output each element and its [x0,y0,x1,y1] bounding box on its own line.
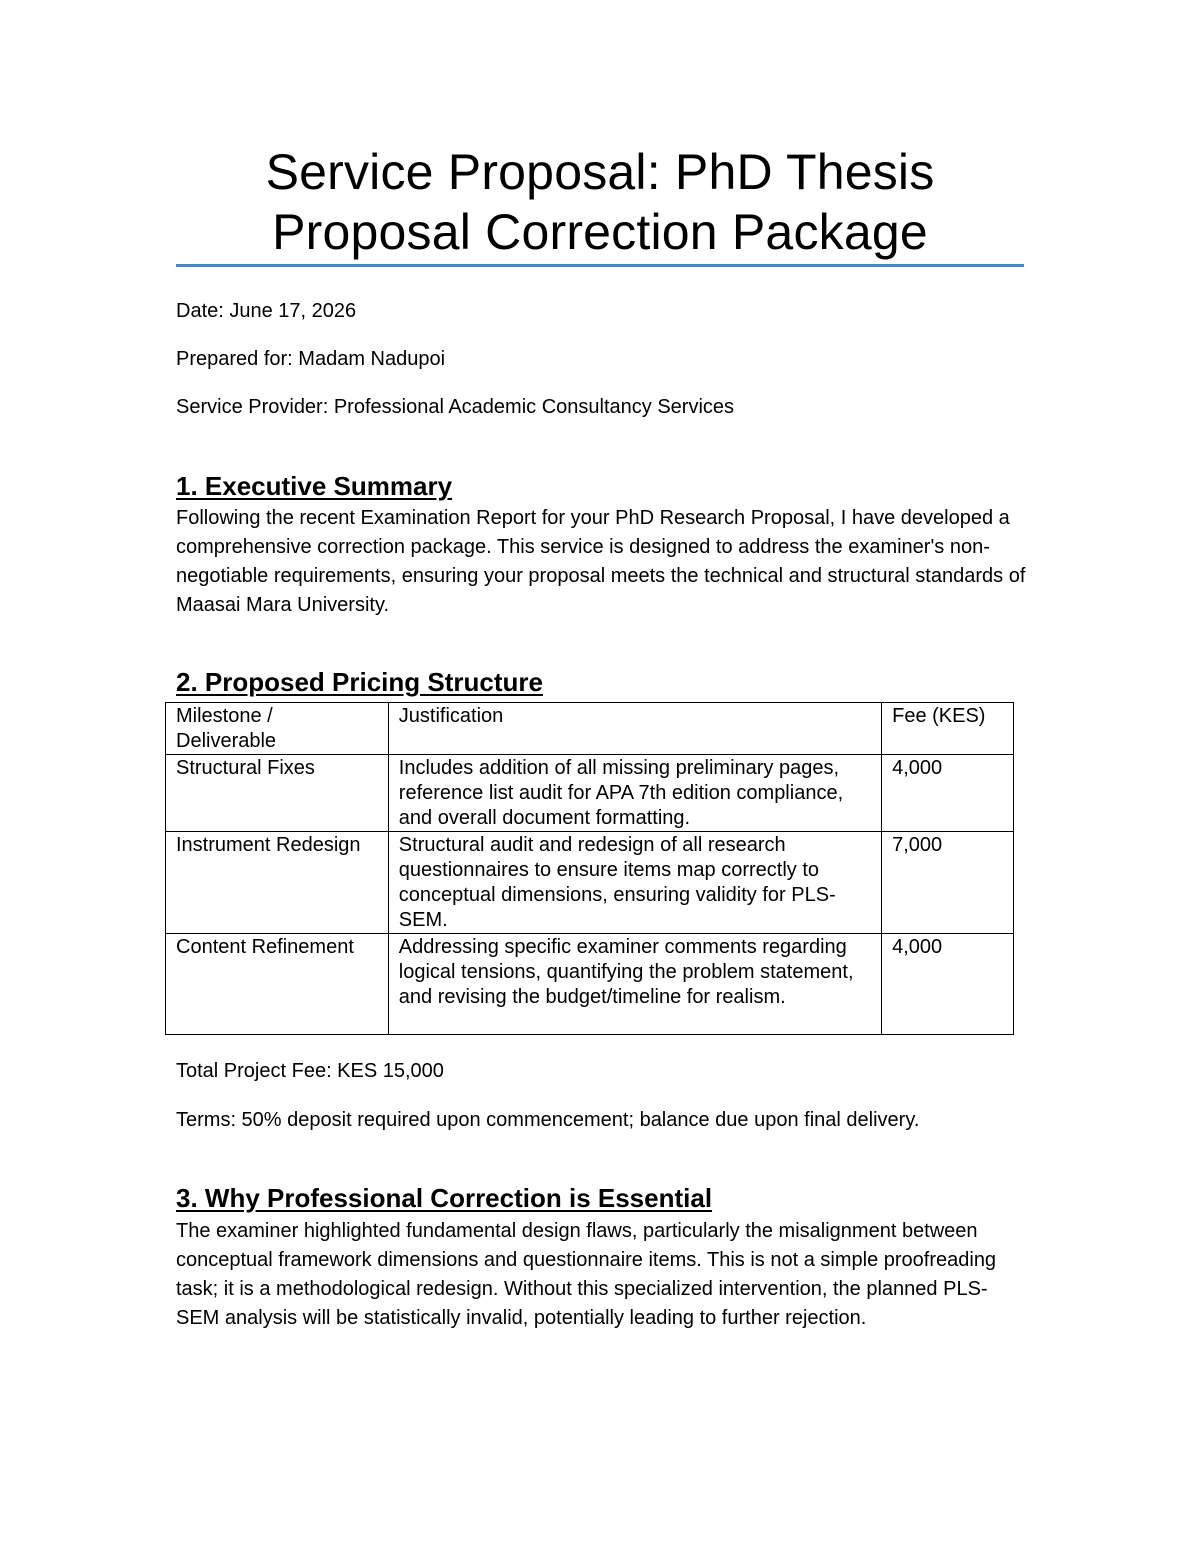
why-professional-heading: 3. Why Professional Correction is Essential [176,1183,713,1213]
fee-cell: 4,000 [882,934,1014,1035]
title-divider [176,264,1024,267]
table-row [166,832,1014,934]
pricing-table [165,702,1014,1035]
justification-cell: Includes addition of all missing preliminary pages, reference list audit for APA 7th edition compliance, and overall document formatting. [388,755,881,832]
pricing-table-header-row [166,703,1014,755]
date-line: Date: June 17, 2026 [176,300,357,322]
milestone-cell: Instrument Redesign [166,832,389,934]
column-header-milestone: Milestone / Deliverable [166,703,389,755]
document-title [176,142,1024,262]
service-provider-line: Service Provider: Professional Academic Consultancy Services [176,396,735,418]
table-row [166,934,1014,1035]
total-fee-line: Total Project Fee: KES 15,000 [176,1060,444,1082]
payment-terms-line: Terms: 50% deposit required upon commencement; balance due upon final delivery. [176,1109,920,1131]
executive-summary-heading: 1. Executive Summary [176,471,453,501]
prepared-for-line: Prepared for: Madam Nadupoi [176,348,446,370]
column-header-justification: Justification [388,703,881,755]
document-title-line-2: Proposal Correction Package [272,204,928,260]
fee-cell: 7,000 [882,832,1014,934]
pricing-heading: 2. Proposed Pricing Structure [176,667,543,697]
why-professional-body: The examiner highlighted fundamental design flaws, particularly the misalignment between conceptual framework dimensions and questionnaire items. This is not a simple proofreading task; it is a methodological redesign. Without this specialized intervention, the planned PLS-SEM analysis will be statistically invalid, potentially leading to further rejection. [176,1220,997,1329]
column-header-fee: Fee (KES) [882,703,1014,755]
fee-cell: 4,000 [882,755,1014,832]
document-title-line-1: Service Proposal: PhD Thesis [265,144,935,200]
justification-cell: Structural audit and redesign of all research questionnaires to ensure items map correctly to conceptual dimensions, ensuring validity for PLS-SEM. [388,832,881,934]
milestone-cell: Content Refinement [166,934,389,1035]
table-row [166,755,1014,832]
milestone-cell: Structural Fixes [166,755,389,832]
executive-summary-body: Following the recent Examination Report for your PhD Research Proposal, I have developed a comprehensive correction package. This service is designed to address the examiner's non-negotiable requirements, ensuring your proposal meets the technical and structural standards of Maasai Mara University. [176,507,1026,616]
justification-cell: Addressing specific examiner comments regarding logical tensions, quantifying the problem statement, and revising the budget/timeline for realism. [388,934,881,1035]
